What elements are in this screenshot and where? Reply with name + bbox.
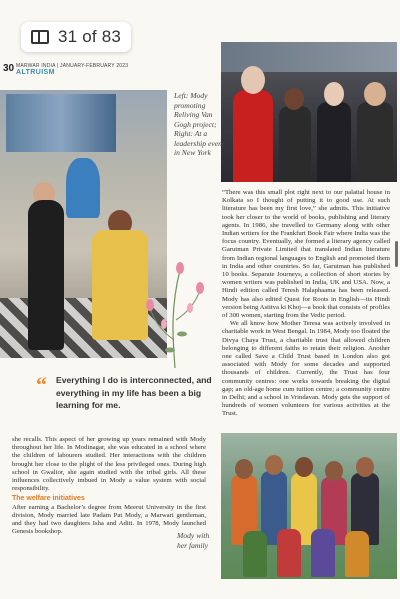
pull-quote <box>36 372 216 412</box>
section-label: ALTRUISM <box>16 69 55 76</box>
article-paragraph: After earning a Bachelor’s degree from Meerut University in the first division, Mody married late Padam Pat Mody, a Marwari gentleman, and they had two daughters Isha and Aditi. In 1978, Mody launched Genesis bookshop. <box>12 503 206 536</box>
person-head <box>235 459 253 479</box>
section-subheading: The welfare initiatives <box>12 495 85 503</box>
person-head <box>364 82 386 106</box>
article-column-left <box>12 436 206 536</box>
page-number: 30 <box>3 63 15 74</box>
page-counter: 31 of 83 <box>58 27 122 46</box>
book-icon <box>31 30 49 44</box>
person-head <box>295 457 313 477</box>
family-member <box>345 531 369 577</box>
family-member <box>277 529 301 577</box>
article-paragraph: “There was this small plot right next to our palatial house in Kolkata so I thought of putting it to good use. At such literature has been my first love,” she admits. This initiative took her closer to the world of books, publishing and literary agents. In 1986, she travelled to Germany along with other Indian writers for the Frankfurt Book Fair where India was the focus country. Eventually, she formed a literary agency called Garutman Private Limited that translated Indian literature from Indian regional languages to English and promoted them in India and other countries. So far, Garutman has published 10 books. Separate Journeys, a collection of short stories by women writers was published in India, UK and USA. Now, a Hindi edition called Teresh Halaphaama has been released. Mody has also edited Quest for Roots in English—its Hindi version being Astitva ki Khoj—a book that consists of profiles of 300 women, starting from the Vedic period. <box>222 189 390 320</box>
painting <box>6 94 116 152</box>
article-paragraph: We all know how Mother Teresa was actively involved in charitable work in West Bengal. In 1984, Mody too floated the Divya Chaya Trust, a charitable trust that allowed children belonging to different faiths to retain their religion. Another one called Save a Child Trust based in London also got associated with Mody for some decades and supported thousands of children. Currently, the Trust has four community centres: one works towards breaking the digital gap; an old-age home cum tuition centre; a community centre in Delhi; and a school in Vrindavan. Mody gets the support of hundreds of women volunteers for various activities at the Trust. <box>222 320 390 418</box>
family-member <box>311 529 335 577</box>
person-head <box>325 461 343 481</box>
pull-quote-text: Everything I do is interconnected, and everything in my life has been a big learning for me. <box>56 375 212 411</box>
photo-family <box>221 433 397 579</box>
person-head <box>356 457 374 477</box>
person-head <box>284 88 304 110</box>
woman-red-jacket <box>233 90 273 182</box>
page-counter-chip[interactable] <box>21 22 131 52</box>
woman-dark-outfit <box>317 102 351 182</box>
person-in-black <box>28 200 64 350</box>
flower-illustration <box>140 250 210 370</box>
article-paragraph: she recalls. This aspect of her growing up years remained with Mody throughout her life. In Modinagar, she was educated in a school where the children of labourers studied. Her interactions with the children brought her close to the plight of the less privileged ones. During high school in Gwalior, she again studied with the tribal girls. All these influences collectively imbued in Mody a value system with social responsibility. <box>12 436 206 493</box>
woman-dark-outfit <box>279 106 311 182</box>
blue-bust-sculpture <box>66 158 100 218</box>
person-head <box>241 66 265 94</box>
woman-dark-outfit <box>357 102 393 182</box>
person-head <box>324 82 344 106</box>
quote-mark-icon: “ <box>36 372 47 397</box>
photo-leadership-event <box>221 42 397 182</box>
photo-caption-bottom: Mody with her family <box>177 531 210 550</box>
family-member <box>243 531 267 577</box>
person-head <box>265 455 283 475</box>
magazine-title: MARWAR INDIA | JANUARY-FEBRUARY 2023 <box>16 63 129 69</box>
photo-caption-top: Left: Mody promoting Reliving Van Gogh project; Right: At a leadership event in New York <box>174 91 224 157</box>
scrollbar-thumb[interactable] <box>395 241 398 267</box>
article-column-right <box>222 189 390 419</box>
